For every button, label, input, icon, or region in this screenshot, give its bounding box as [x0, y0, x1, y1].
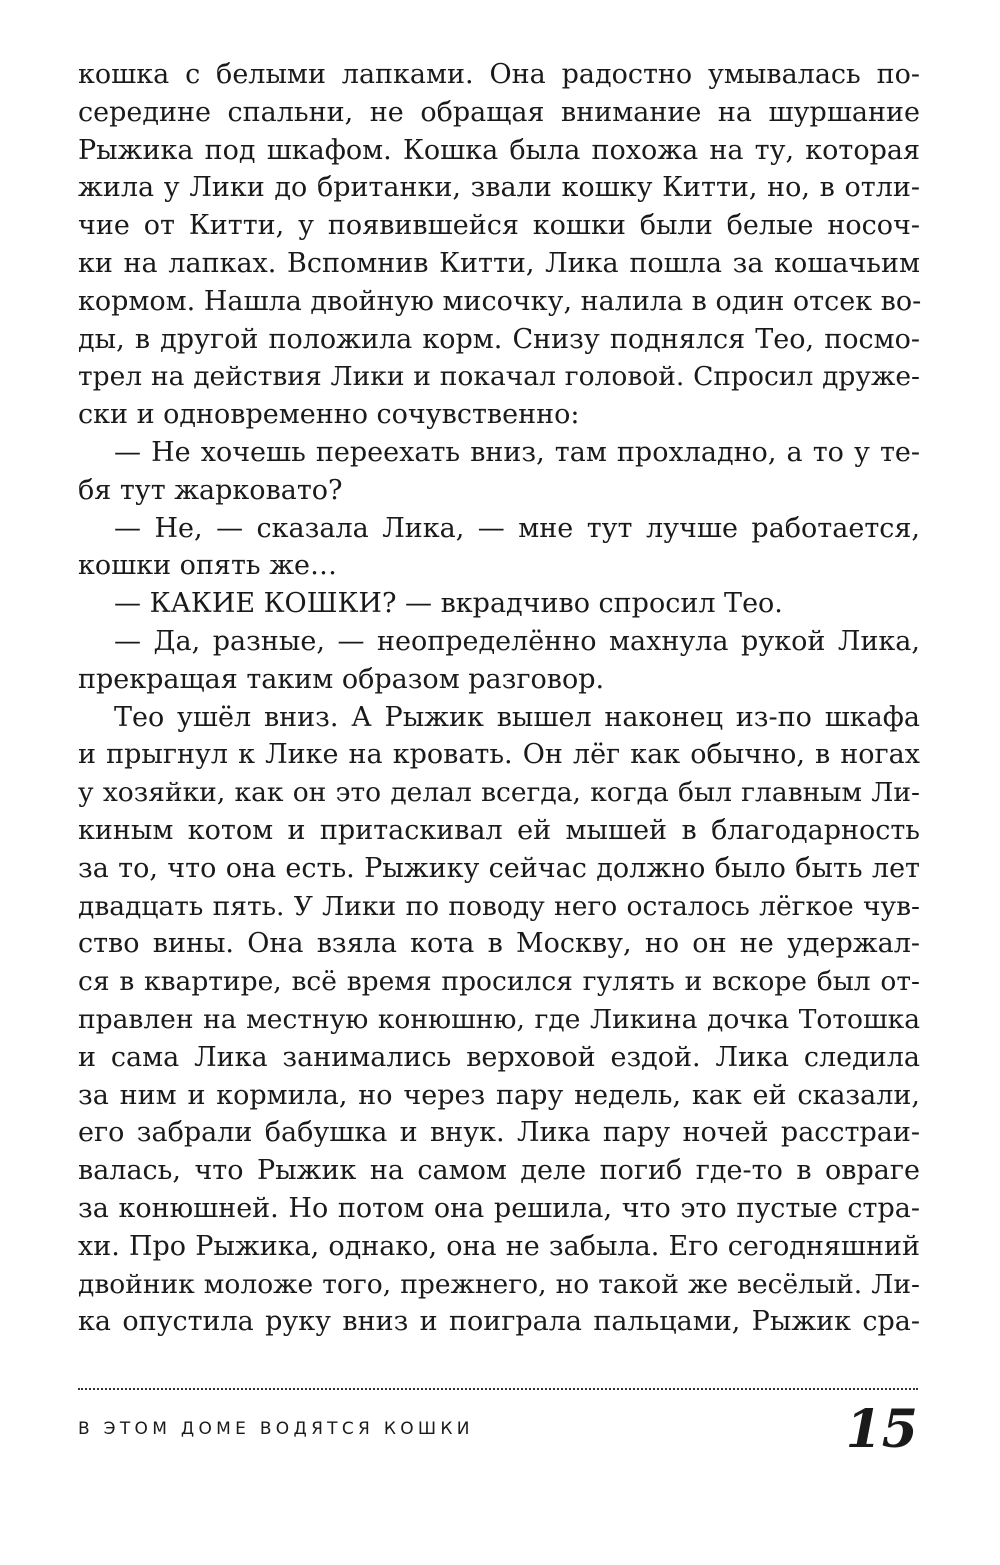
text-line: и прыгнул к Лике на кровать. Он лёг как обычно, в ногах [78, 739, 920, 771]
text-line: за то, что она есть. Рыжику сейчас должно было быть лет [78, 852, 920, 884]
text-line: трел на действия Лики и покачал головой. Спросил друже- [78, 361, 920, 393]
text-line: ство вины. Она взяла кота в Москву, но он не удержал- [78, 928, 920, 960]
text-line: правлен на местную конюшню, где Ликина дочка Тотошка [78, 1003, 920, 1035]
text-line: ды, в другой положила корм. Снизу поднялся Тео, посмо- [78, 323, 920, 355]
page-body-text [78, 56, 920, 1341]
page-number: 15 [845, 1399, 918, 1460]
text-line: Рыжика под шкафом. Кошка была похожа на ту, которая [78, 134, 920, 166]
text-line: его забрали бабушка и внук. Лика пару ночей расстраи- [78, 1117, 920, 1149]
text-line: хи. Про Рыжика, однако, она не забыла. Его сегодняшний [78, 1230, 920, 1262]
text-line: ки на лапках. Вспомнив Китти, Лика пошла за кошачьим [78, 247, 920, 279]
text-line: у хозяйки, как он это делал всегда, когда был главным Ли- [78, 777, 920, 809]
text-line: за ним и кормила, но через пару недель, как ей сказали, [78, 1079, 920, 1111]
text-line: — Не, — сказала Лика, — мне тут лучше работается, [114, 512, 920, 544]
text-line: валась, что Рыжик на самом деле погиб где-то в овраге [78, 1155, 920, 1187]
text-line: кошка с белыми лапками. Она радостно умывалась по- [78, 59, 920, 90]
text-line: Тео ушёл вниз. А Рыжик вышел наконец из-по шкафа [114, 701, 920, 733]
text-line: бя тут жарковато? [78, 474, 343, 506]
footer-dotted-rule [78, 1388, 918, 1390]
text-line: прекращая таким образом разговор. [78, 663, 605, 695]
text-line: — Не хочешь переехать вниз, там прохладно, а то у те- [114, 436, 920, 468]
text-line: кошки опять же… [78, 550, 338, 582]
text-line: жила у Лики до британки, звали кошку Китти, но, в отли- [78, 172, 920, 204]
text-line: за конюшней. Но потом она решила, что это пустые стра- [78, 1192, 920, 1224]
text-line: киным котом и притаскивал ей мышей в благодарность [78, 814, 920, 846]
text-line: кормом. Нашла двойную мисочку, налила в один отсек во- [78, 285, 922, 317]
text-line: чие от Китти, у появившейся кошки были белые носоч- [78, 210, 920, 242]
text-line: и сама Лика занимались верховой ездой. Лика следила [78, 1041, 920, 1073]
text-line: двадцать пять. У Лики по поводу него осталось лёгкое чув- [78, 890, 920, 922]
running-title: В ЭТОМ ДОМЕ ВОДЯТСЯ КОШКИ [78, 1419, 474, 1439]
text-line: ски и одновременно сочувственно: [78, 399, 580, 431]
text-line: — КАКИЕ КОШКИ? — вкрадчиво спросил Тео. [114, 588, 783, 620]
text-line: ся в квартире, всё время просился гулять и вскоре был от- [78, 966, 920, 998]
text-line: середине спальни, не обращая внимание на шуршание [78, 96, 920, 128]
text-line: двойник моложе того, прежнего, но такой же весёлый. Ли- [78, 1268, 920, 1300]
text-line: — Да, разные, — неопределённо махнула рукой Лика, [114, 625, 920, 657]
text-line: ка опустила руку вниз и поиграла пальцами, Рыжик сра- [78, 1306, 920, 1338]
